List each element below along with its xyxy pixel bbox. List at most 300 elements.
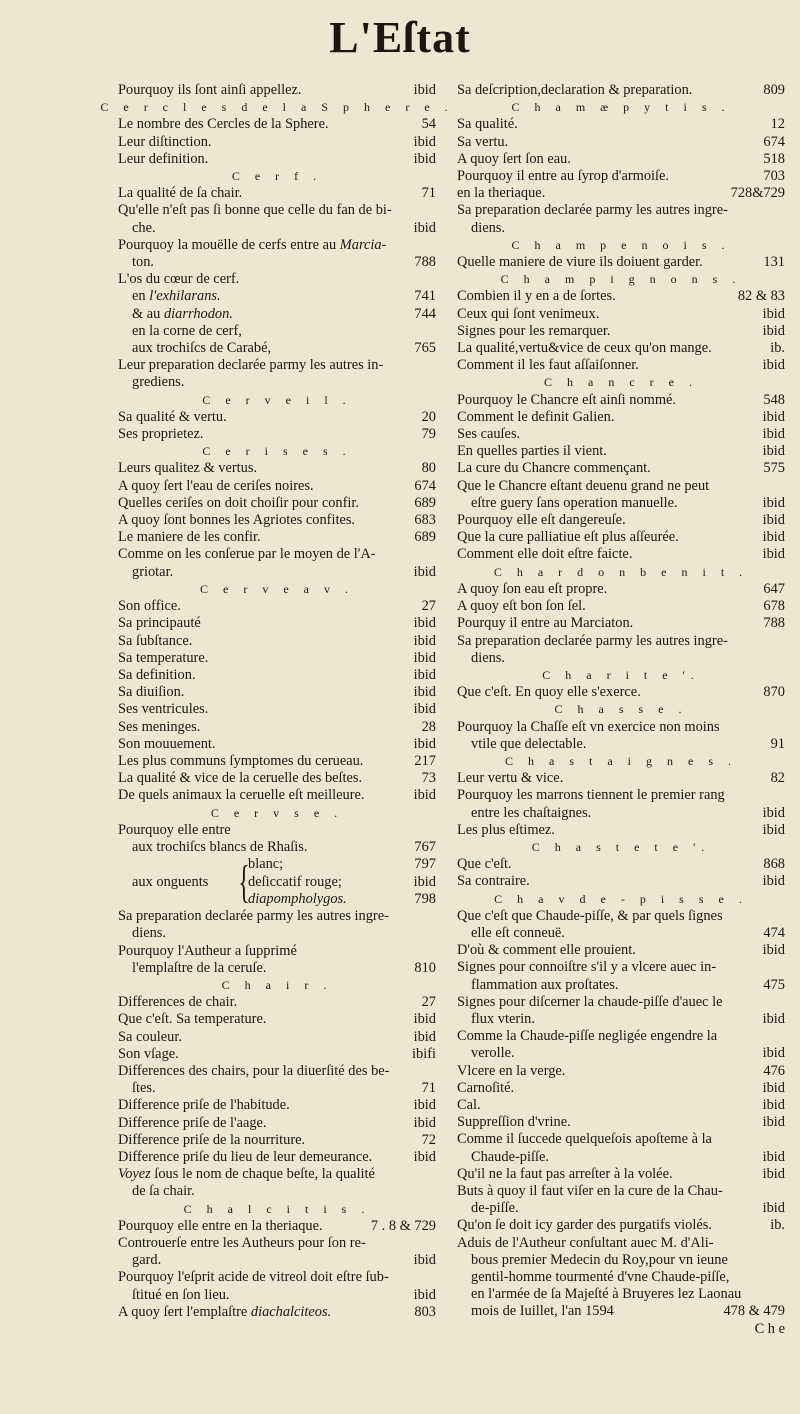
entry-text: La qualité & vice de la ceruelle des beſtes. — [118, 770, 363, 787]
entry-text: Combien il y en a de ſortes. — [457, 288, 616, 305]
entry-text: Suppreſſion d'vrine. — [457, 1114, 571, 1131]
index-entry — [457, 254, 785, 271]
entry-text: Comme la Chaude-piſſe negligée engendre la — [457, 1028, 718, 1045]
entry-text: Leurs qualitez & vertus. — [118, 460, 258, 477]
entry-text: Qu'elle n'eſt pas ſi bonne que celle du fan de bi- — [118, 202, 392, 219]
entry-text: Sa preparation declarée parmy les autres ingre- — [457, 632, 728, 649]
index-entry — [457, 633, 785, 650]
entry-text: Ses proprietez. — [118, 426, 204, 443]
index-entry — [457, 1114, 785, 1131]
entry-text: eſtre guery ſans operation manuelle. — [471, 494, 678, 511]
entry-text: C h a s t a i g n e s . — [505, 753, 737, 768]
entry-text: Differences des chairs, pour la diuerſité des be- — [118, 1062, 390, 1079]
entry-text: Leur vertu & vice. — [457, 770, 564, 787]
index-entry — [118, 684, 436, 701]
entry-text: de ſa chair. — [132, 1183, 195, 1200]
entry-text: Pourquoy la Chaſſe eſt vn exercice non moins — [457, 718, 720, 735]
entry-text: Pourquoy elle eſt dangereuſe. — [457, 512, 626, 529]
index-entry — [457, 736, 785, 753]
index-entry — [457, 719, 785, 736]
page-reference: ibid — [413, 219, 436, 236]
page-reference: ibifi — [412, 1045, 436, 1062]
page-reference: 548 — [763, 391, 785, 408]
entry-text: gard. — [132, 1252, 162, 1269]
page-reference: ibid — [762, 408, 785, 425]
page-reference: ibid — [413, 632, 436, 649]
entry-text: en la corne de cerf, — [132, 322, 242, 339]
index-entry — [457, 1269, 785, 1286]
page-reference: 803 — [414, 1303, 436, 1320]
entry-text: C e r v e a v . — [200, 581, 354, 596]
page-reference: ibid — [413, 1148, 436, 1165]
entry-text: ton. — [132, 254, 154, 271]
page-reference: 674 — [414, 477, 436, 494]
entry-text: Pourquoy la mouëlle de cerfs entre au Marcia- — [118, 236, 387, 253]
index-entry — [457, 1235, 785, 1252]
section-heading — [118, 977, 436, 994]
entry-text: L'os du cœur de cerf. — [118, 271, 240, 288]
entry-text: Comme il ſuccede quelqueſois apoſteme à la — [457, 1131, 712, 1148]
section-heading — [118, 168, 436, 185]
index-entry — [457, 443, 785, 460]
index-entry — [457, 288, 785, 305]
entry-text: Que c'eſt que Chaude-piſſe, & par quels ſignes — [457, 907, 723, 924]
entry-text: Quelles ceriſes on doit choiſir pour confir. — [118, 494, 359, 511]
index-entry — [118, 546, 436, 563]
entry-text: C h a v d e - p i s s e . — [494, 891, 748, 906]
page-reference: 82 & 83 — [737, 288, 785, 305]
entry-text: Signes pour les remarquer. — [457, 322, 611, 339]
entry-text: D'où & comment elle prouient. — [457, 942, 636, 959]
page-reference: ibid — [762, 1010, 785, 1027]
index-entry — [118, 288, 436, 305]
entry-text: verolle. — [471, 1045, 515, 1062]
entry-text: La qualité de ſa chair. — [118, 185, 243, 202]
entry-text: C e r c l e s d e l a S p h e r e . — [100, 100, 454, 115]
page-reference: ibid — [762, 1114, 785, 1131]
page-reference: ibid — [413, 1028, 436, 1045]
index-entry — [457, 185, 785, 202]
index-entry — [457, 323, 785, 340]
entry-text: A quoy ſon eau eſt propre. — [457, 580, 608, 597]
page-reference: ibid — [413, 1097, 436, 1114]
entry-text: Sa couleur. — [118, 1028, 182, 1045]
entry-text: & au diarrhodon. — [132, 305, 233, 322]
entry-text: Quelle maniere de viure ils doiuent garder. — [457, 254, 703, 271]
entry-text: Differences de chair. — [118, 994, 238, 1011]
entry-text: entre les chaſtaignes. — [471, 804, 592, 821]
page-reference: 518 — [763, 150, 785, 167]
page-reference: ibid — [413, 701, 436, 718]
index-entry — [118, 633, 436, 650]
index-entry — [457, 959, 785, 976]
index-entry — [457, 495, 785, 512]
page-reference: ibid — [762, 529, 785, 546]
index-entry — [118, 1183, 436, 1200]
entry-text: Leur diſtinction. — [118, 133, 212, 150]
entry-text: vtile que delectable. — [471, 735, 587, 752]
index-entry — [457, 340, 785, 357]
entry-text: Sa qualité & vertu. — [118, 408, 227, 425]
page-reference: ibid — [413, 684, 436, 701]
entry-text: La qualité,vertu&vice de ceux qu'on mange. — [457, 340, 712, 357]
index-entry — [248, 856, 436, 873]
entry-text: Sa contraire. — [457, 873, 530, 890]
index-entry — [118, 185, 436, 202]
index-entry — [457, 787, 785, 804]
section-heading — [457, 753, 785, 770]
entry-text: Les plus communs ſymptomes du cerueau. — [118, 752, 364, 769]
page-title: L'Eſtat — [329, 13, 471, 62]
page-reference: ibid — [413, 82, 436, 98]
entry-text: Que c'eſt. — [457, 856, 512, 873]
page-reference: ibid — [762, 942, 785, 959]
index-entry — [457, 977, 785, 994]
page-reference: 131 — [763, 254, 785, 271]
section-heading — [457, 667, 785, 684]
page-reference: ibid — [413, 563, 436, 580]
entry-text: Son vſage. — [118, 1045, 179, 1062]
index-entry — [457, 392, 785, 409]
page-reference: 647 — [763, 580, 785, 597]
page-reference: ibid — [413, 787, 436, 804]
entry-text: Ceux qui ſont venimeux. — [457, 305, 600, 322]
entry-text: l'emplaſtre de la ceruſe. — [132, 959, 267, 976]
entry-text: La cure du Chancre commençant. — [457, 460, 651, 477]
index-entry — [118, 1287, 436, 1304]
index-entry — [118, 202, 436, 219]
index-entry — [457, 220, 785, 237]
entry-text: diens. — [132, 925, 166, 942]
entry-text: Sa diuiſion. — [118, 684, 185, 701]
page-reference: ibid — [413, 873, 436, 890]
entry-text: A quoy ſert l'emplaſtre diachalciteos. — [118, 1303, 332, 1320]
page-reference: 73 — [421, 770, 436, 787]
index-entry — [118, 564, 436, 581]
page-reference: ibid — [413, 615, 436, 632]
entry-text: C h e — [754, 1320, 785, 1337]
entry-text: A quoy ſert ſon eau. — [457, 150, 571, 167]
entry-text: gentil-homme tourmenté d'vne Chaude-piſſe, — [471, 1269, 730, 1286]
entry-text: en la theriaque. — [457, 185, 546, 202]
entry-text: Controuerſe entre les Autheurs pour ſon re- — [118, 1235, 366, 1251]
index-entry — [457, 168, 785, 185]
page-reference: ibid — [762, 546, 785, 563]
index-entry — [118, 787, 436, 804]
index-entry — [118, 340, 436, 357]
index-entry — [457, 202, 785, 219]
page-reference: 788 — [414, 254, 436, 271]
section-heading — [457, 701, 785, 718]
section-heading — [118, 1201, 436, 1218]
section-heading — [457, 99, 785, 116]
index-entry — [118, 1218, 436, 1235]
entry-text: Comment elle doit eſtre faicte. — [457, 546, 633, 563]
entry-text: C e r v e i l . — [202, 392, 352, 407]
index-entry — [457, 770, 785, 787]
index-entry — [118, 460, 436, 477]
index-entry — [118, 134, 436, 151]
index-entry — [118, 908, 436, 925]
index-entry — [118, 667, 436, 684]
entry-text: Que la cure palliatiue eſt plus aſſeurée. — [457, 529, 679, 546]
section-heading — [118, 805, 436, 822]
page-reference: 478 & 479 — [723, 1303, 785, 1320]
index-entry — [457, 873, 785, 890]
index-entry — [457, 529, 785, 546]
index-entry — [118, 323, 436, 340]
entry-text: Qu'il ne la faut pas arreſter à la volée. — [457, 1165, 673, 1182]
entry-text: C h a r i t e '. — [542, 667, 700, 682]
entry-text: che. — [132, 219, 156, 236]
index-entry — [457, 1149, 785, 1166]
page-reference: ibid — [762, 494, 785, 511]
page-reference: 868 — [763, 856, 785, 873]
page-reference: ib. — [770, 1217, 785, 1234]
entry-text: Sa qualité. — [457, 116, 518, 133]
entry-text: Pourquoy l'Autheur a ſupprimé — [118, 942, 297, 959]
entry-text: Pourquy il entre au Marciaton. — [457, 615, 634, 632]
entry-text: Ses ventricules. — [118, 701, 209, 718]
entry-text: diens. — [471, 219, 505, 236]
page-reference: 71 — [421, 1080, 436, 1097]
index-entry — [457, 116, 785, 133]
page-reference: 765 — [414, 340, 436, 357]
page-reference: ibid — [413, 150, 436, 167]
brace-glyph: { — [238, 856, 250, 908]
index-entry — [457, 925, 785, 942]
entry-text: en l'armée de ſa Majeſté à Bruyeres lez Laonau — [471, 1286, 742, 1303]
entry-text: Pourquoy elle entre — [118, 821, 231, 838]
entry-text: Que le Chancre eſtant deuenu grand ne peut — [457, 477, 710, 494]
entry-text: Difference priſe de l'aage. — [118, 1114, 267, 1131]
section-heading — [457, 839, 785, 856]
page-reference: 683 — [414, 512, 436, 529]
entry-text: Que c'eſt. Sa temperature. — [118, 1011, 267, 1028]
entry-text: De quels animaux la ceruelle eſt meilleure. — [118, 787, 365, 804]
entry-text: Sa definition. — [118, 666, 196, 683]
page-reference: 810 — [414, 959, 436, 976]
entry-text: Le nombre des Cercles de la Sphere. — [118, 116, 329, 133]
index-entry — [118, 1149, 436, 1166]
page-reference: ibid — [413, 649, 436, 666]
page-reference: 767 — [414, 838, 436, 855]
entry-text: Pourquoy il entre au ſyrop d'armoiſe. — [457, 168, 670, 185]
page-reference: ibid — [762, 1096, 785, 1113]
entry-text: Sa vertu. — [457, 133, 509, 150]
index-entry — [118, 374, 436, 391]
entry-text: Pourquoy l'eſprit acide de vitreol doit eſtre ſub- — [118, 1269, 389, 1286]
index-entry — [118, 753, 436, 770]
index-entry — [118, 426, 436, 443]
entry-text: Pourquoy les marrons tiennent le premier rang — [457, 787, 725, 804]
index-entry — [118, 1235, 436, 1252]
index-entry — [457, 684, 785, 701]
entry-text: C h a s s e . — [554, 702, 688, 717]
index-entry — [118, 237, 436, 254]
index-entry — [118, 409, 436, 426]
entry-text: Sa principauté — [118, 615, 201, 632]
entry-text: en l'exhilarans. — [132, 288, 221, 305]
entry-text: Le maniere de les confir. — [118, 529, 261, 546]
index-entry — [118, 357, 436, 374]
index-entry — [118, 82, 436, 99]
entry-text: griotar. — [132, 563, 174, 580]
section-heading — [118, 392, 436, 409]
section-heading — [457, 564, 785, 581]
page-reference: 28 — [421, 718, 436, 735]
entry-text: deſiccatif rouge; — [248, 873, 342, 890]
index-entry — [118, 220, 436, 237]
entry-text: Carnoſité. — [457, 1079, 515, 1096]
index-entry — [118, 736, 436, 753]
page-reference: ibid — [762, 821, 785, 838]
index-entry — [457, 908, 785, 925]
entry-text: C h a m p i g n o n s . — [500, 272, 742, 287]
entry-text: Cal. — [457, 1096, 481, 1113]
page-reference: 475 — [763, 976, 785, 993]
index-entry — [118, 1166, 436, 1183]
index-entry — [457, 805, 785, 822]
brace-label: aux onguents — [132, 873, 209, 890]
index-entry — [457, 512, 785, 529]
page-reference: 82 — [770, 770, 785, 787]
index-entry — [118, 1029, 436, 1046]
right-column — [457, 82, 785, 1338]
index-entry — [457, 1252, 785, 1269]
entry-text: En quelles parties il vient. — [457, 443, 607, 460]
page-reference: ibid — [762, 1045, 785, 1062]
entry-text: Sa deſcription,declaration & preparation. — [457, 82, 693, 98]
page-reference: 689 — [414, 494, 436, 511]
index-entry — [118, 719, 436, 736]
page-reference: 703 — [763, 168, 785, 185]
page-reference: ibid — [413, 1011, 436, 1028]
entry-text: C e r i s e s . — [202, 444, 352, 459]
page-reference: ibid — [413, 1252, 436, 1269]
entry-text: Sa preparation declarée parmy les autres ingre- — [118, 908, 389, 925]
entry-text: A quoy eſt bon ſon ſel. — [457, 598, 586, 615]
page-reference: ibid — [762, 443, 785, 460]
page-reference: ibid — [762, 322, 785, 339]
entry-text: Aduis de l'Autheur conſultant auec M. d'Ali- — [457, 1234, 714, 1251]
index-entry — [118, 701, 436, 718]
index-entry — [118, 271, 436, 288]
entry-text: C h a l c i t i s . — [183, 1201, 371, 1216]
index-entry — [118, 994, 436, 1011]
index-entry — [118, 770, 436, 787]
index-entry — [457, 1217, 785, 1234]
index-entry — [118, 822, 436, 839]
entry-text: aux trochiſcs de Carabé, — [132, 340, 272, 357]
index-entry — [118, 1046, 436, 1063]
index-entry — [118, 495, 436, 512]
page-reference: 744 — [414, 305, 436, 322]
page-reference: ibid — [413, 1286, 436, 1303]
entry-text: flammation aux proſtates. — [471, 976, 619, 993]
page-reference: ibid — [413, 1114, 436, 1131]
page-reference: 678 — [763, 598, 785, 615]
page-reference: ibid — [762, 357, 785, 374]
index-entry — [457, 1183, 785, 1200]
page-reference: 71 — [421, 185, 436, 202]
page-reference: 217 — [414, 752, 436, 769]
index-entry — [457, 82, 785, 99]
page-reference: 7 . 8 & 729 — [370, 1217, 436, 1234]
entry-text: ſtes. — [132, 1080, 156, 1097]
section-heading — [118, 443, 436, 460]
index-entry — [457, 581, 785, 598]
entry-text: C h a m æ p y t i s . — [511, 100, 731, 115]
page-reference: 80 — [421, 460, 436, 477]
page-reference: 79 — [421, 426, 436, 443]
page-reference: 689 — [414, 529, 436, 546]
entry-text: elle eſt conneuë. — [471, 924, 565, 941]
entry-text: Comment il les faut aſſaiſonner. — [457, 357, 639, 374]
page-reference: ibid — [762, 873, 785, 890]
entry-text: de-piſſe. — [471, 1200, 519, 1217]
index-entry — [118, 512, 436, 529]
index-entry — [457, 478, 785, 495]
index-entry — [457, 856, 785, 873]
page-reference: ibid — [762, 1148, 785, 1165]
entry-text: Signes pour connoiſtre s'il y a vlcere auec in- — [457, 959, 717, 976]
page-reference: 728&729 — [730, 185, 785, 202]
entry-text: A quoy ſont bonnes les Agriotes confites. — [118, 512, 356, 529]
index-entry — [457, 151, 785, 168]
entry-text: C h a s t e t e '. — [531, 839, 711, 854]
brace-group — [118, 856, 436, 908]
index-entry — [457, 306, 785, 323]
entry-text: bous premier Medecin du Roy,pour vn ieune — [471, 1251, 728, 1268]
index-entry — [457, 1045, 785, 1062]
index-entry — [457, 357, 785, 374]
entry-text: Buts à quoy il faut viſer en la cure de la Chau- — [457, 1183, 723, 1199]
index-entry — [248, 891, 436, 908]
index-entry — [457, 1303, 785, 1320]
entry-text: C e r v s e . — [210, 805, 344, 820]
index-entry — [118, 1115, 436, 1132]
page-reference: 575 — [763, 460, 785, 477]
section-heading — [457, 237, 785, 254]
page-reference: 870 — [763, 684, 785, 701]
entry-text: Son office. — [118, 598, 181, 615]
page-reference: 809 — [763, 82, 785, 98]
entry-text: Leur preparation declarée parmy les autres in- — [118, 357, 384, 374]
entry-text: Comment le definit Galien. — [457, 408, 615, 425]
index-entry — [457, 994, 785, 1011]
index-entry — [118, 960, 436, 977]
entry-text: grediens. — [132, 374, 185, 391]
index-entry — [457, 598, 785, 615]
index-entry — [457, 1166, 785, 1183]
index-entry — [457, 615, 785, 632]
page-reference: ibid — [762, 512, 785, 529]
page-reference: 476 — [763, 1062, 785, 1079]
index-entry — [457, 546, 785, 563]
page-reference: 12 — [770, 116, 785, 133]
index-entry — [118, 1011, 436, 1028]
entry-text: Chaude-piſſe. — [471, 1148, 549, 1165]
entry-text: C e r f . — [231, 169, 323, 184]
entry-text: flux vterin. — [471, 1010, 535, 1027]
entry-text: C h a i r . — [221, 977, 333, 992]
index-entry — [118, 1097, 436, 1114]
index-entry — [118, 151, 436, 168]
entry-text: diens. — [471, 649, 505, 666]
index-entry — [118, 1304, 436, 1321]
section-heading — [100, 99, 454, 116]
